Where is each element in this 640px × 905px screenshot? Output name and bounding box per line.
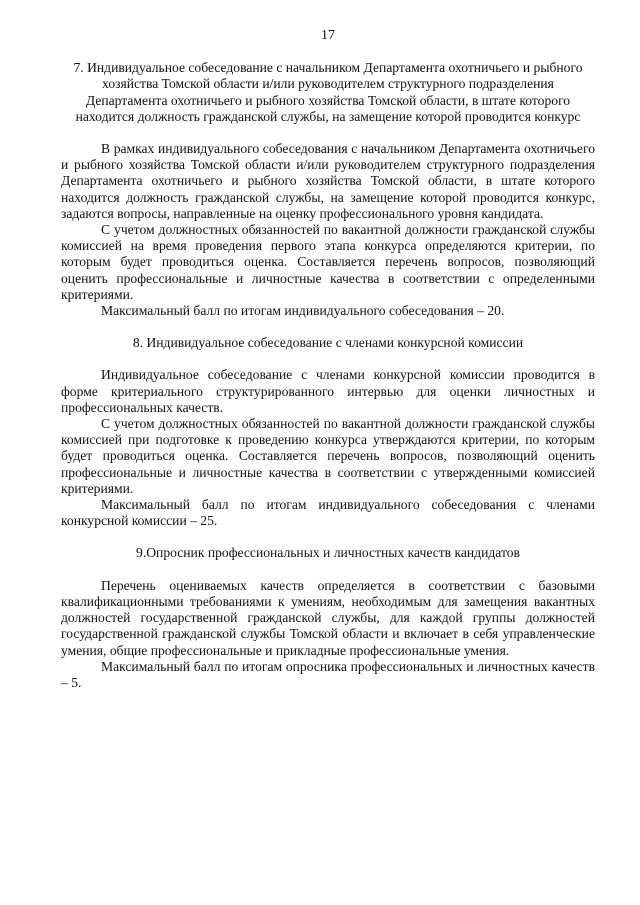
section-7-heading: 7. Индивидуальное собеседование с начальником Департамента охотничьего и рыбного хозяйства Томской области и/или руководителем структурного подразделения Департамента охотничьего и рыбного хозяйства Томской области, в штате которого находится должность гражданской службы, на замещение которой проводится конкурс <box>73 60 583 124</box>
section-9-heading: 9.Опросник профессиональных и личностных качеств кандидатов <box>136 545 520 561</box>
section-8-paragraph-1: Индивидуальное собеседование с членами конкурсной комиссии проводится в форме критериального структурированного интервью для оценки личностных и профессиональных качеств. <box>61 367 595 415</box>
document-page <box>61 28 595 691</box>
section-8-heading: 8. Индивидуальное собеседование с членами конкурсной комиссии <box>132 335 524 351</box>
section-7-paragraph-3: Максимальный балл по итогам индивидуального собеседования – 20. <box>101 303 505 319</box>
section-9-paragraph-1: Перечень оцениваемых качеств определяется в соответствии с базовыми квалификационными требованиями к умениям, необходимым для замещения вакантных должностей государственной гражданской службы, для каждой группы должностей государственной гражданской службы Томской области и включает в себя управленческие умения, общие профессиональные и прикладные профессиональные умения. <box>61 577 595 658</box>
section-8-paragraph-3: Максимальный балл по итогам индивидуального собеседования с членами конкурсной комиссии – 25. <box>61 497 595 529</box>
page-number: 17 <box>321 28 335 43</box>
section-8-paragraph-2: С учетом должностных обязанностей по вакантной должности гражданской службы комиссией при подготовке к проведению конкурса утверждаются критерии, по которым будет проводиться оценка. Составляется перечень вопросов, позволяющий оценить профессиональные и личностные качества в соответствии с утвержденными комиссией критериями. <box>61 416 595 496</box>
section-9-paragraph-2: Максимальный балл по итогам опросника профессиональных и личностных качеств – 5. <box>61 658 595 690</box>
section-7-paragraph-1: В рамках индивидуального собеседования с начальником Департамента охотничьего и рыбного хозяйства Томской области и/или руководителем структурного подразделения Департамента охотничьего и рыбного хозяйства Томской области, в штате которого находится должность гражданской службы, на замещение которой проводится конкурс, задаются вопросы, направленные на оценку профессионального уровня кандидата. <box>61 141 595 221</box>
section-7-paragraph-2: С учетом должностных обязанностей по вакантной должности гражданской службы комиссией на время проведения первого этапа конкурса определяются критерии, по которым будет проводиться оценка. Составляется перечень вопросов, позволяющий оценить профессиональные и личностные качества в соответствии с определенными критериями. <box>61 222 595 302</box>
